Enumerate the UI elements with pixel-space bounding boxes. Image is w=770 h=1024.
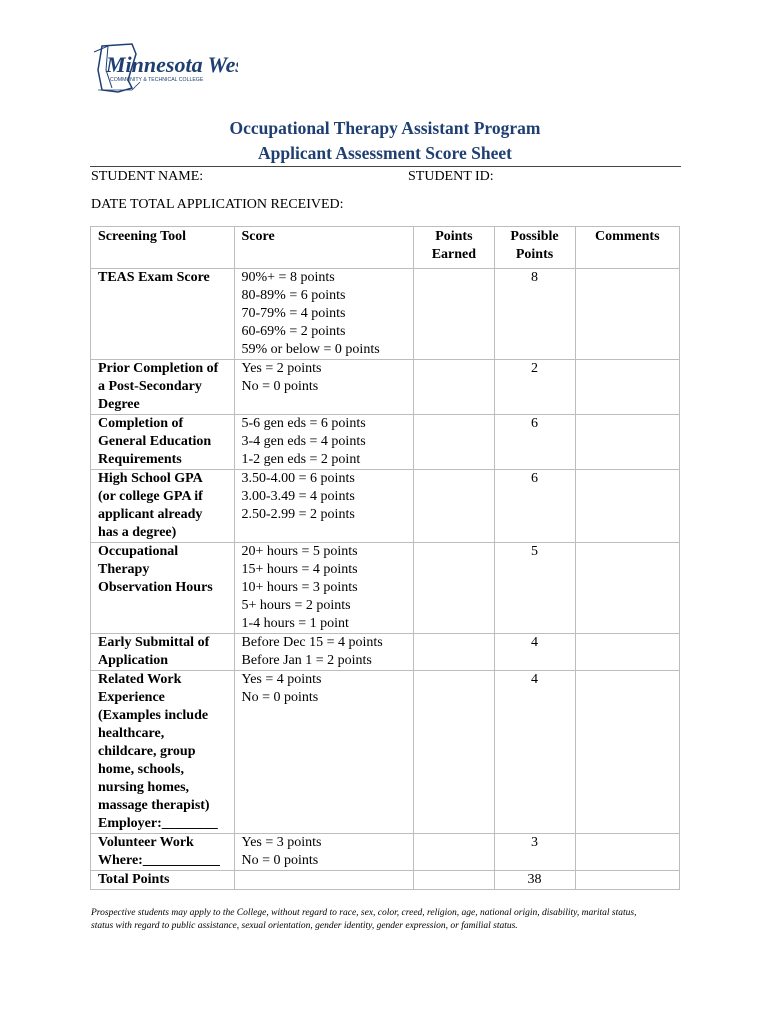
comments-cell[interactable]: [575, 360, 679, 415]
possible-points-cell: 6: [494, 415, 575, 470]
possible-points-cell: 5: [494, 543, 575, 634]
screening-tool-cell: TEAS Exam Score: [91, 269, 235, 360]
points-earned-cell[interactable]: [414, 269, 494, 360]
table-row: [91, 269, 680, 360]
logo-text-sub: COMMUNITY & TECHNICAL COLLEGE: [110, 77, 204, 83]
screening-tool-cell: Prior Completion of a Post-Secondary Degree: [91, 360, 235, 415]
comments-cell[interactable]: [575, 634, 679, 671]
score-criteria-cell: 5-6 gen eds = 6 points 3-4 gen eds = 4 points 1-2 gen eds = 2 point: [234, 415, 414, 470]
screening-tool-cell: High School GPA (or college GPA if applicant already has a degree): [91, 470, 235, 543]
student-name-label: STUDENT NAME:: [91, 169, 204, 184]
points-earned-cell[interactable]: [414, 470, 494, 543]
points-earned-cell[interactable]: [414, 360, 494, 415]
points-earned-cell[interactable]: [414, 415, 494, 470]
student-id-label: STUDENT ID:: [408, 169, 494, 184]
comments-cell[interactable]: [575, 543, 679, 634]
comments-cell[interactable]: [575, 269, 679, 360]
possible-points-cell: 38: [494, 871, 575, 890]
comments-cell[interactable]: [575, 671, 679, 834]
points-earned-cell[interactable]: [414, 834, 494, 871]
footer-line-2: status with regard to public assistance, sexual orientation, gender identity, gender expression, or familial status.: [91, 921, 518, 931]
header-score: Score: [234, 227, 414, 269]
score-criteria-cell: Yes = 4 points No = 0 points: [234, 671, 414, 834]
header-possible-points: Possible Points: [494, 227, 575, 269]
title-divider: [90, 166, 681, 167]
score-criteria-cell: 20+ hours = 5 points 15+ hours = 4 points 10+ hours = 3 points 5+ hours = 2 points 1-4 hours = 1 point: [234, 543, 414, 634]
score-criteria-cell: Yes = 3 points No = 0 points: [234, 834, 414, 871]
screening-tool-cell: Volunteer Work Where:___________: [91, 834, 235, 871]
screening-tool-cell: Occupational Therapy Observation Hours: [91, 543, 235, 634]
logo-graphic: [88, 40, 238, 102]
possible-points-cell: 3: [494, 834, 575, 871]
possible-points-cell: 8: [494, 269, 575, 360]
score-criteria-cell: [234, 871, 414, 890]
possible-points-cell: 4: [494, 671, 575, 834]
score-criteria-cell: 90%+ = 8 points 80-89% = 6 points 70-79% = 4 points 60-69% = 2 points 59% or below = 0 points: [234, 269, 414, 360]
nondiscrimination-footer: [91, 907, 681, 933]
score-criteria-cell: Yes = 2 points No = 0 points: [234, 360, 414, 415]
points-earned-cell[interactable]: [414, 671, 494, 834]
table-row: [91, 543, 680, 634]
table-row: [91, 470, 680, 543]
header-screening-tool: Screening Tool: [91, 227, 235, 269]
comments-cell[interactable]: [575, 470, 679, 543]
college-logo: [88, 40, 238, 102]
screening-tool-cell: Completion of General Education Requirements: [91, 415, 235, 470]
score-table: [90, 226, 680, 890]
screening-tool-cell: Related Work Experience (Examples include healthcare, childcare, group home, schools, nursing homes, massage therapist) Employer:________: [91, 671, 235, 834]
screening-tool-cell: Early Submittal of Application: [91, 634, 235, 671]
logo-text-main: Minnesota West: [106, 52, 238, 77]
footer-line-1: Prospective students may apply to the College, without regard to race, sex, color, creed, religion, age, national origin, disability, marital status,: [91, 908, 637, 918]
table-row: [91, 634, 680, 671]
points-earned-cell[interactable]: [414, 543, 494, 634]
score-criteria-cell: Before Dec 15 = 4 points Before Jan 1 = 2 points: [234, 634, 414, 671]
table-header-row: [91, 227, 680, 269]
possible-points-cell: 4: [494, 634, 575, 671]
table-row: [91, 871, 680, 890]
screening-tool-cell: Total Points: [91, 871, 235, 890]
score-criteria-cell: 3.50-4.00 = 6 points 3.00-3.49 = 4 points 2.50-2.99 = 2 points: [234, 470, 414, 543]
table-row: [91, 671, 680, 834]
table-row: [91, 360, 680, 415]
possible-points-cell: 6: [494, 470, 575, 543]
table-row: [91, 415, 680, 470]
points-earned-cell[interactable]: [414, 634, 494, 671]
points-earned-cell[interactable]: [414, 871, 494, 890]
sheet-title: Applicant Assessment Score Sheet: [258, 143, 512, 163]
comments-cell[interactable]: [575, 415, 679, 470]
date-received-label: DATE TOTAL APPLICATION RECEIVED:: [91, 197, 344, 212]
possible-points-cell: 2: [494, 360, 575, 415]
table-row: [91, 834, 680, 871]
comments-cell[interactable]: [575, 871, 679, 890]
program-title: Occupational Therapy Assistant Program: [229, 118, 541, 138]
header-comments: Comments: [575, 227, 679, 269]
header-points-earned: Points Earned: [414, 227, 494, 269]
comments-cell[interactable]: [575, 834, 679, 871]
